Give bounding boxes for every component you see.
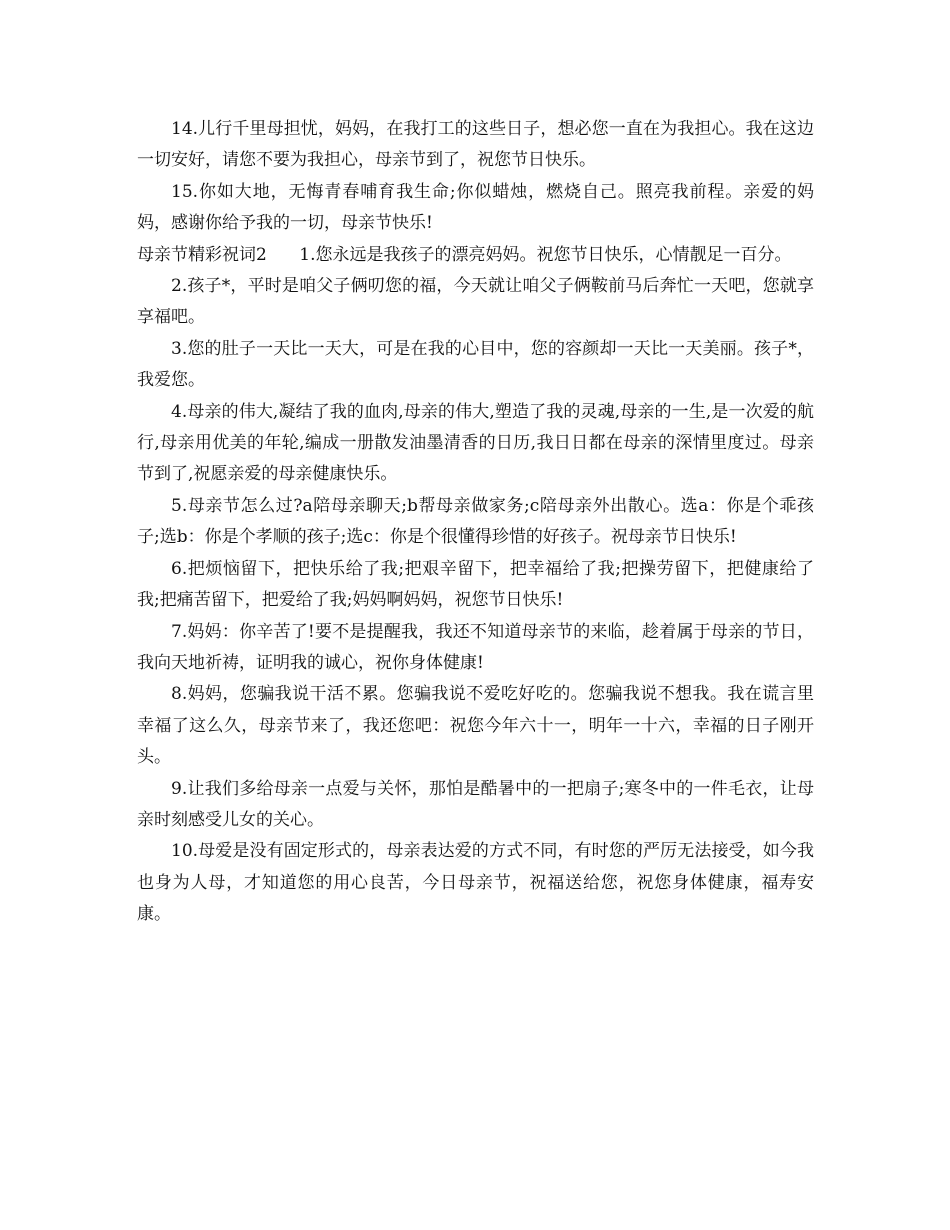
list-item-8: 8.妈妈，您骗我说干活不累。您骗我说不爱吃好吃的。您骗我说不想我。我在谎言里幸福了这么久，母亲节来了，我还您吧：祝您今年六十一，明年一十六，幸福的日子刚开头。 xyxy=(137,684,814,768)
section-block xyxy=(137,240,814,271)
list-item-9: 9.让我们多给母亲一点爱与关怀，那怕是酷暑中的一把扇子;寒冬中的一件毛衣，让母亲时刻感受儿女的关心。 xyxy=(137,778,814,830)
heading-gap xyxy=(267,245,299,265)
list-item-5: 5.母亲节怎么过?a陪母亲聊天;b帮母亲做家务;c陪母亲外出散心。选a：你是个乖孩子;选b：你是个孝顺的孩子;选c：你是个很懂得珍惜的好孩子。祝母亲节日快乐! xyxy=(137,495,814,548)
list-item-4: 4.母亲的伟大,凝结了我的血肉,母亲的伟大,塑造了我的灵魂,母亲的一生,是一次爱的航行,母亲用优美的年轮,编成一册散发油墨清香的日历,我日日都在母亲的深情里度过。母亲节到了,祝愿亲爱的母亲健康快乐。 xyxy=(137,401,814,485)
list-item-7: 7.妈妈：你辛苦了!要不是提醒我，我还不知道母亲节的来临，趁着属于母亲的节日，我向天地祈祷，证明我的诚心，祝你身体健康! xyxy=(137,621,814,673)
document-body xyxy=(137,114,814,931)
list-item-2: 2.孩子*，平时是咱父子俩叨您的福，今天就让咱父子俩鞍前马后奔忙一天吧，您就享享福吧。 xyxy=(137,276,814,328)
list-item-3: 3.您的肚子一天比一天大，可是在我的心目中，您的容颜却一天比一天美丽。孩子*，我爱您。 xyxy=(137,338,814,391)
list-item-6: 6.把烦恼留下，把快乐给了我;把艰辛留下，把幸福给了我;把操劳留下，把健康给了我;把痛苦留下，把爱给了我;妈妈啊妈妈，祝您节日快乐! xyxy=(137,558,814,611)
list-item-1: 1.您永远是我孩子的漂亮妈妈。祝您节日快乐，心情靓足一百分。 xyxy=(299,244,792,265)
paragraph-14: 14.儿行千里母担忧，妈妈，在我打工的这些日子，想必您一直在为我担心。我在这边一切安好，请您不要为我担心，母亲节到了，祝您节日快乐。 xyxy=(137,119,814,171)
paragraph-15: 15.你如大地，无悔青春哺育我生命;你似蜡烛，燃烧自己。照亮我前程。亲爱的妈妈，感谢你给予我的一切，母亲节快乐! xyxy=(137,181,814,234)
list-item-10: 10.母爱是没有固定形式的，母亲表达爱的方式不同，有时您的严厉无法接受，如今我也身为人母，才知道您的用心良苦，今日母亲节，祝福送给您，祝您身体健康，福寿安康。 xyxy=(137,841,814,925)
section-heading: 母亲节精彩祝词2 xyxy=(137,244,267,265)
